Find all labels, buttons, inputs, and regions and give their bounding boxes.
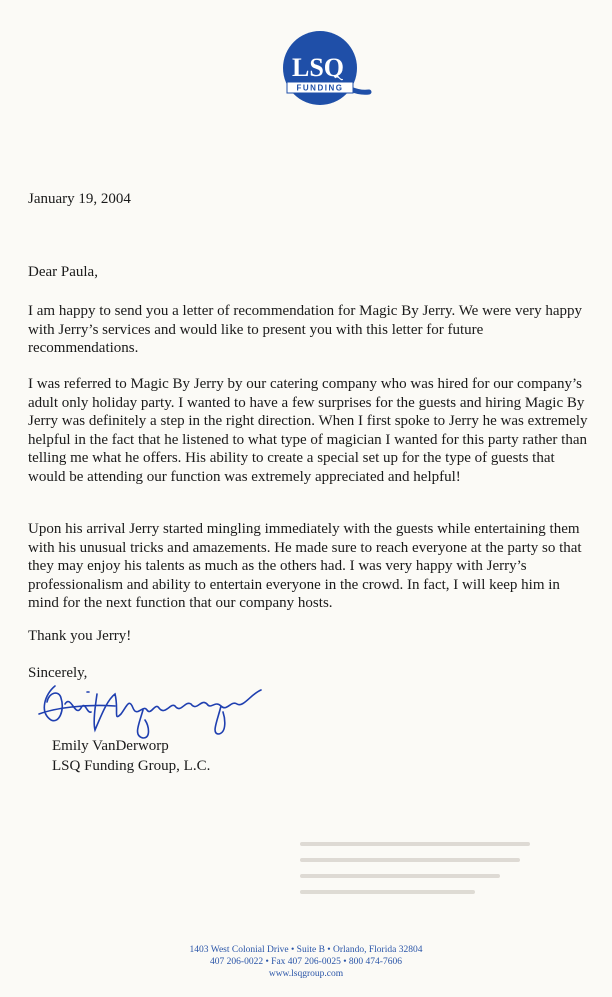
letter-paragraph: I am happy to send you a letter of recommendation for Magic By Jerry. We were very happy with Jerry’s services and would like to present you with this letter for future recommendations. — [28, 303, 583, 357]
logo-sub-text: FUNDING — [296, 83, 344, 93]
letter-closing: Sincerely, — [28, 665, 88, 681]
signer-name: Emily VanDerworp — [52, 738, 169, 754]
letter-paragraph: I was referred to Magic By Jerry by our catering company who was hired for our company’s adult only holiday party. I wanted to have a few surprises for the guests and hiring Magic By Jerry was definitely a step in the right direction. When I first spoke to Jerry he was extremely helpful in the fact that he listened to what type of magician I wanted for this party rather than telling me what he offers. His ability to create a special set up for the type of guests that would be attending our function was extremely appreciated and helpful! — [28, 376, 588, 485]
footer-address: 1403 West Colonial Drive • Suite B • Orlando, Florida 32804 — [189, 945, 423, 955]
letter-date: January 19, 2004 — [28, 191, 131, 207]
signer-company: LSQ Funding Group, L.C. — [52, 758, 211, 774]
letter-greeting: Dear Paula, — [28, 264, 98, 280]
letterhead-footer — [0, 944, 612, 980]
letter-thanks: Thank you Jerry! — [28, 628, 132, 644]
logo-main-text: LSQ — [291, 53, 345, 82]
footer-phones: 407 206-0022 • Fax 407 206-0025 • 800 474-7606 — [210, 957, 402, 967]
letter-paragraph: Upon his arrival Jerry started mingling immediately with the guests while entertaining them with his unusual tricks and amazements. He made sure to reach everyone at the party so that they may enjoy his talents as much as the others had. I was very happy with Jerry’s professionalism and ability to entertain everyone in the crowd. In fact, I will keep him in mind for the next function that our company hosts. — [28, 521, 582, 612]
signer-block — [52, 736, 210, 776]
handwritten-signature — [25, 664, 275, 744]
lsq-funding-logo — [265, 28, 375, 108]
show-through-text — [300, 830, 550, 910]
footer-website: www.lsqgroup.com — [268, 969, 344, 979]
